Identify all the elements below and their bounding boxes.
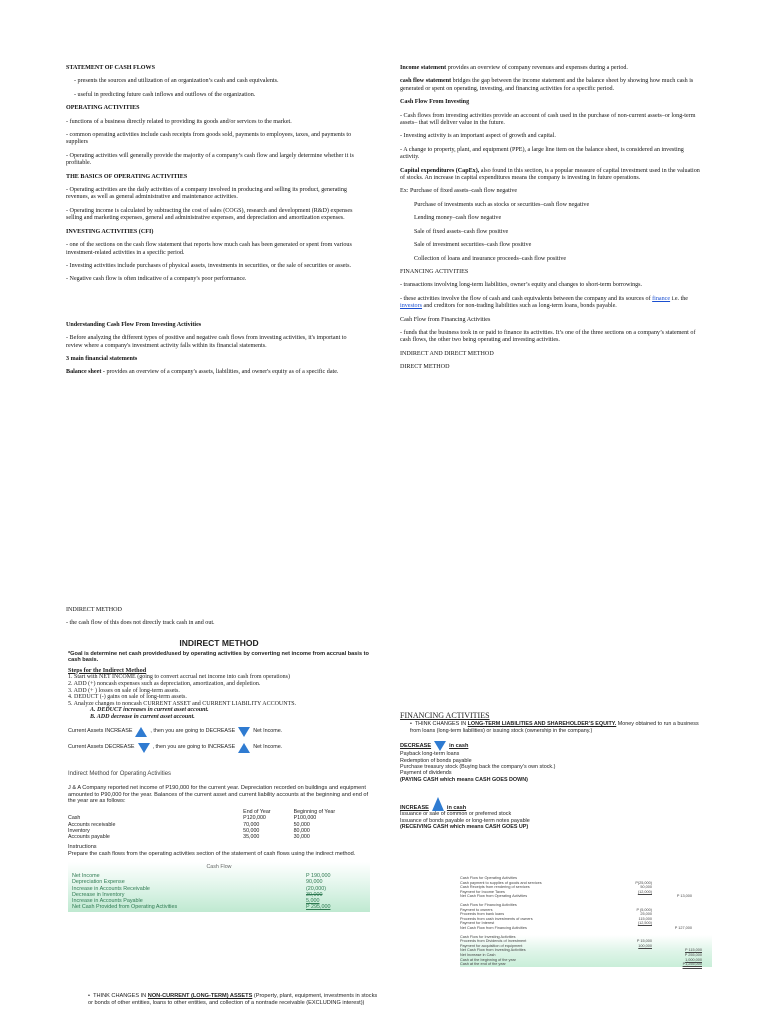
right-column <box>400 65 700 378</box>
balances-table <box>68 809 370 840</box>
example: Purchase of investments such as stocks or securities–cash flow negative <box>414 201 590 208</box>
example: Collection of loans and insurance proceeds–cash flow positive <box>414 255 567 262</box>
row-label: Payment for Interest <box>460 921 495 926</box>
row-label: Net Cash Flow from Investing Activities <box>460 948 526 953</box>
row-label: Cash payment to supplies of goods and services <box>460 880 542 885</box>
financing-title: FINANCING ACTIVITIES <box>400 711 490 720</box>
indirect-heading: INDIRECT METHOD <box>66 607 122 613</box>
text: (Property, plant, equipment, investments in stocks or bonds of other entities, loans to other entities, and collection of a nontrade receivable (EXCLUDING interest)) <box>88 993 378 1006</box>
sub-heading: Indirect Method for Operating Activities <box>68 770 172 777</box>
increase-suffix: in cash <box>446 804 467 811</box>
text: THINK CHANGES IN <box>93 993 148 999</box>
operating-block <box>460 876 712 899</box>
cell: (12,000) <box>637 889 652 894</box>
problem-text: J & A Company reported net income of P190,000 for the current year. Depreciation recorded on buildings and equipment amounted to P90,000 for the year. Balances of the current asset and current liability accounts at the beginning and end of the year are as follows: <box>68 785 369 805</box>
cell: P (5,000) <box>636 907 652 912</box>
cell: P 190,000 <box>306 873 331 880</box>
financing-block <box>460 903 712 931</box>
paragraph <box>400 78 700 93</box>
table-row <box>460 926 712 931</box>
non-current-assets-bullet <box>88 993 380 1006</box>
decrease-note: (PAYING CASH which means CASH GOES DOWN) <box>400 776 528 783</box>
paragraph: - Operating activities are the daily activities of a company involved in producing and selling its product, generating revenues, as well as general administrative and maintenance activities. <box>66 187 347 201</box>
text: - these activities involve the flow of cash and cash equivalents between the company and its sources of <box>400 295 653 302</box>
income-text: provides an overview of company revenues and expenses during a period. <box>446 65 628 71</box>
paragraph: - Negative cash flow is often indicative of a company's poor performance. <box>66 276 247 283</box>
cash-flow-table <box>72 873 366 910</box>
cell: 5,000 <box>306 897 320 904</box>
paragraph: - common operating activities include cash receipts from goods sold, payments to employees, taxes, and payments to suppliers <box>66 132 352 146</box>
col-header: End of Year <box>243 808 271 815</box>
cell: (20,000) <box>306 885 327 892</box>
bullet-icon: • <box>410 721 415 728</box>
row-label: Depreciation Expense <box>72 879 125 886</box>
table-row <box>68 834 370 840</box>
three-statements-heading: 3 main financial statements <box>66 355 138 362</box>
row-label: Decrease in Inventory <box>72 891 125 898</box>
cfff-heading: Cash Flow from Financing Activities <box>400 316 491 323</box>
cell: P(25,000) <box>635 880 652 885</box>
text: THINK CHANGES IN <box>414 721 468 728</box>
paragraph: - A change to property, plant, and equipment (PPE), a large line item on the balance sheet, is considered an investing activity. <box>400 146 684 161</box>
row-label: Inventory <box>68 827 90 834</box>
example: Ex: Purchase of fixed assets–cash flow negative <box>400 188 518 195</box>
row-label: Increase in Accounts Payable <box>72 897 143 904</box>
paragraph: - one of the sections on the cash flow statement that reports how much cash has been generated or spent from various investment-related activities in a specific period. <box>66 242 352 256</box>
row-label: Proceeds from cash investments of owners <box>460 916 533 921</box>
increase-note: (RECEIVING CASH which means CASH GOES UP) <box>400 824 529 831</box>
table-row <box>460 962 712 967</box>
row-label: Proceeds from Dividends of Investment <box>460 939 527 944</box>
row-label: Net Cash Flow from Financing Activities <box>460 925 527 930</box>
step: 3. ADD (+ ) losses on sale of long-term assets. <box>68 687 180 694</box>
cell: 90,000 <box>306 879 323 886</box>
text: i.e. the <box>670 295 689 302</box>
cell: 50,000 <box>243 827 260 834</box>
paragraph: - Operating activities will generally provide the majority of a company’s cash flow and largely determine whether it is profitable. <box>66 152 354 167</box>
cell: 25,000 <box>640 912 652 917</box>
paragraph: - Before analyzing the different types of positive and negative cash flows from investing activities, it's important to review where a company's investment activity falls within its financial statements. <box>66 335 347 349</box>
row-label: Increase in Accounts Receivable <box>72 885 150 892</box>
row-text: , then you are going to DECREASE <box>150 728 236 735</box>
step: B. ADD decrease in current asset account. <box>90 713 195 720</box>
cell: P120,000 <box>243 815 266 822</box>
arrow-down-icon <box>434 741 446 751</box>
increase-row <box>400 797 700 811</box>
row-label: Accounts payable <box>68 834 110 841</box>
arrow-down-icon <box>238 727 250 737</box>
cell: P 255,000 <box>684 952 702 957</box>
cash-flow-summary <box>460 876 712 971</box>
cfs-text: bridges the gap between the income statement and the balance sheet by showing how much cash is generated or spent on operating, investing, and financing activities for a specific period. <box>400 78 694 92</box>
investors-link[interactable]: investors <box>400 303 423 310</box>
balance-label: Balance sheet - <box>66 369 105 376</box>
cell: P 115,000 <box>685 948 702 953</box>
step: 4. DEDUCT (-) gains on sale of long-term assets. <box>68 694 187 701</box>
idm-heading: INDIRECT AND DIRECT METHOD <box>400 350 494 357</box>
list-item: Issuance or sale of common or preferred stock <box>400 811 512 818</box>
decrease-row <box>400 741 700 751</box>
cell: 50,000 <box>640 885 652 890</box>
paragraph: - transactions involving long-term liabilities, owner’s equity and changes to short-term borrowings. <box>400 282 643 289</box>
list-item: Redemption of bonds payable <box>400 757 472 764</box>
cell: (12,500) <box>637 921 652 926</box>
decrease-label: DECREASE <box>400 743 432 750</box>
list-item: Purchase treasury stock (Buying back the company’s own stock.) <box>400 764 556 771</box>
paragraph <box>400 296 700 311</box>
cffi-heading: Cash Flow From Investing <box>400 99 470 106</box>
step: A. DEDUCT increases in current asset account. <box>90 707 209 714</box>
operating-heading: OPERATING ACTIVITIES <box>66 105 140 112</box>
investing-heading: INVESTING ACTIVITIES (CFI) <box>66 228 154 235</box>
paragraph <box>400 65 700 72</box>
arrow-up-icon <box>135 727 147 737</box>
row-label: Payment for Income Taxes <box>460 889 505 894</box>
text: and creditors for non-trading liabilities such as long-term loans, bonds payable. <box>422 303 617 310</box>
capex-label: Capital expenditures (CapEx), <box>400 167 480 174</box>
arrow-up-icon <box>432 797 444 811</box>
row-label: Net Income <box>72 873 100 880</box>
bullet: - presents the sources and utilization of an organization’s cash and cash equivalents. <box>74 78 279 85</box>
capex-text: also found in this section, is a popular measure of capital investment used in the valuation of stocks. An increase in capital expenditures means the company is investing in future operations. <box>400 167 700 182</box>
row-label: Proceeds from bank loans <box>460 912 505 917</box>
row-label: Cash at the end of the year <box>460 962 506 967</box>
row-label: Payment to owners <box>460 907 493 912</box>
cell: 30,000 <box>306 891 323 898</box>
example: Sale of fixed assets–cash flow positive <box>414 228 509 235</box>
figure-title: INDIRECT METHOD <box>179 638 259 648</box>
row-label: Accounts receivable <box>68 821 116 828</box>
arrow-row <box>68 727 370 737</box>
financing-heading: FINANCING ACTIVITIES <box>400 268 469 275</box>
income-label: Income statement <box>400 65 447 71</box>
cell: 1,000,000 <box>685 957 702 962</box>
arrow-down-icon <box>138 743 150 753</box>
paragraph <box>400 168 700 183</box>
cell: P1,255,000 <box>682 962 702 967</box>
step: 5. Analyze changes to noncash CURRENT ASSET and CURRENT LIABILITY ACCOUNTS. <box>68 700 297 707</box>
dm-heading: DIRECT METHOD <box>400 364 450 371</box>
cell: P 295,000 <box>306 904 331 911</box>
row-label: Net Cash Flow from Operating Activities <box>460 894 528 899</box>
title: STATEMENT OF CASH FLOWS <box>66 65 155 71</box>
text: LONG-TERM LIABILITIES AND SHAREHOLDER’S EQUITY. <box>467 721 617 728</box>
text: Money obtained to run a business from loans (long-term liabilities) or issuing stock (ownership in the company.) <box>410 721 699 734</box>
row-label: Cash Receipts from rendering of services <box>460 885 530 890</box>
financing-figure <box>400 713 700 830</box>
row-text: Current Assets DECREASE <box>68 744 135 751</box>
cell: P 13,000 <box>676 894 692 899</box>
row-label: Cash <box>68 815 81 822</box>
financing-bullet <box>400 721 700 734</box>
text: NON-CURRENT (LONG-TERM) ASSETS <box>147 993 253 999</box>
bullet-icon: • <box>88 993 94 999</box>
table-row <box>72 904 366 910</box>
understanding-heading: Understanding Cash Flow From Investing Activities <box>66 321 202 328</box>
paragraph: - funds that the business took in or paid to finance its activities. It’s one of the three sections on a company’s statement of cash flows, the other two being operating and investing activities. <box>400 329 696 344</box>
cell: 30,000 <box>293 834 310 841</box>
steps-heading: Steps for the Indirect Method <box>68 666 147 674</box>
block-title: Cash Flow for Investing Activities <box>460 934 516 939</box>
arrow-row <box>68 743 370 753</box>
cell: 70,000 <box>243 821 260 828</box>
cell: 115,000 <box>638 916 652 921</box>
cash-flow-box <box>68 862 370 913</box>
row-text: , then you are going to INCREASE <box>152 744 236 751</box>
example: Lending money–cash flow negative <box>414 215 502 222</box>
investing-block <box>460 935 712 967</box>
paragraph: - Operating income is calculated by subtracting the cost of sales (COGS), research and development (R&D) expenses selling and marketing expenses, general and administrative expenses, and depreciation and amortization expenses. <box>66 207 353 222</box>
table-row <box>460 894 712 899</box>
row-label: Net Increase in Cash <box>460 952 496 957</box>
balance-text: provides an overview of a company's assets, liabilities, and owner's equity as of a specific date. <box>104 369 339 376</box>
row-text: Net Income. <box>253 744 283 751</box>
example: Sale of investment securities–cash flow positive <box>414 242 532 249</box>
list-item: Issuance of bonds payable or long-term notes payable <box>400 817 530 824</box>
bullet: - useful in predicting future cash inflows and outflows of the organization. <box>74 91 256 98</box>
paragraph: - Investing activity is an important aspect of growth and capital. <box>400 133 556 140</box>
cell: P100,000 <box>293 815 317 822</box>
cell: P 15,000 <box>636 939 652 944</box>
arrow-up-icon <box>238 743 250 753</box>
list-item: Payback long-term loans <box>400 751 460 758</box>
cell: 80,000 <box>293 827 310 834</box>
col-header: Beginning of Year <box>293 808 336 815</box>
cfs-label: cash flow statement <box>400 78 452 85</box>
cash-flow-title: Cash Flow <box>206 863 232 870</box>
step: 2. ADD (+) noncash expenses such as depreciation, amortization, and depletion. <box>68 680 261 687</box>
instructions-heading: Instructions <box>68 844 97 851</box>
indirect-section <box>66 607 360 634</box>
paragraph <box>66 369 360 376</box>
list-item: Payment of dividends <box>400 770 452 777</box>
row-label: Net Cash Provided from Operating Activities <box>72 904 178 911</box>
row-label: Cash at the beginning of the year <box>460 957 516 962</box>
cell: 50,000 <box>293 821 310 828</box>
block-title: Cash Flow for Operating Activities <box>460 876 517 880</box>
left-column <box>66 65 360 383</box>
row-text: Current Assets INCREASE <box>68 728 133 735</box>
decrease-suffix: in cash <box>449 743 469 750</box>
indirect-method-figure <box>68 640 370 912</box>
block-title: Cash Flow for Financing Activities <box>460 902 517 907</box>
cell: P 127,000 <box>674 925 692 930</box>
cell: 35,000 <box>243 834 260 841</box>
cell: 100,000 <box>638 943 652 948</box>
increase-label: INCREASE <box>400 804 429 811</box>
paragraph: - functions of a business directly related to providing its goods and/or services to the market. <box>66 118 292 125</box>
finance-link[interactable]: finance <box>652 295 671 302</box>
row-label: Payment for acquisition of equipment <box>460 943 523 948</box>
paragraph: - the cash flow of this does not directly track cash in and out. <box>66 620 215 627</box>
paragraph: - Investing activities include purchases of physical assets, investments in securities, or the sale of securities or assets. <box>66 262 351 269</box>
paragraph: - Cash flows from investing activities provide an account of cash used in the purchase of non-current assets–or long-term assets– that will deliver value in the future. <box>400 112 696 127</box>
step: 1. Start with NET INCOME (going to convert accrual net income into cash from operations) <box>68 674 290 681</box>
row-text: Net Income. <box>253 728 283 735</box>
basics-heading: THE BASICS OF OPERATING ACTIVITIES <box>66 173 188 180</box>
instructions-text: Prepare the cash flows from the operating activities section of the statement of cash flows using the indirect method. <box>68 850 356 857</box>
goal-text: *Goal is determine net cash provided/used by operating activities by converting net income from accrual basis to cash basis. <box>68 650 369 664</box>
